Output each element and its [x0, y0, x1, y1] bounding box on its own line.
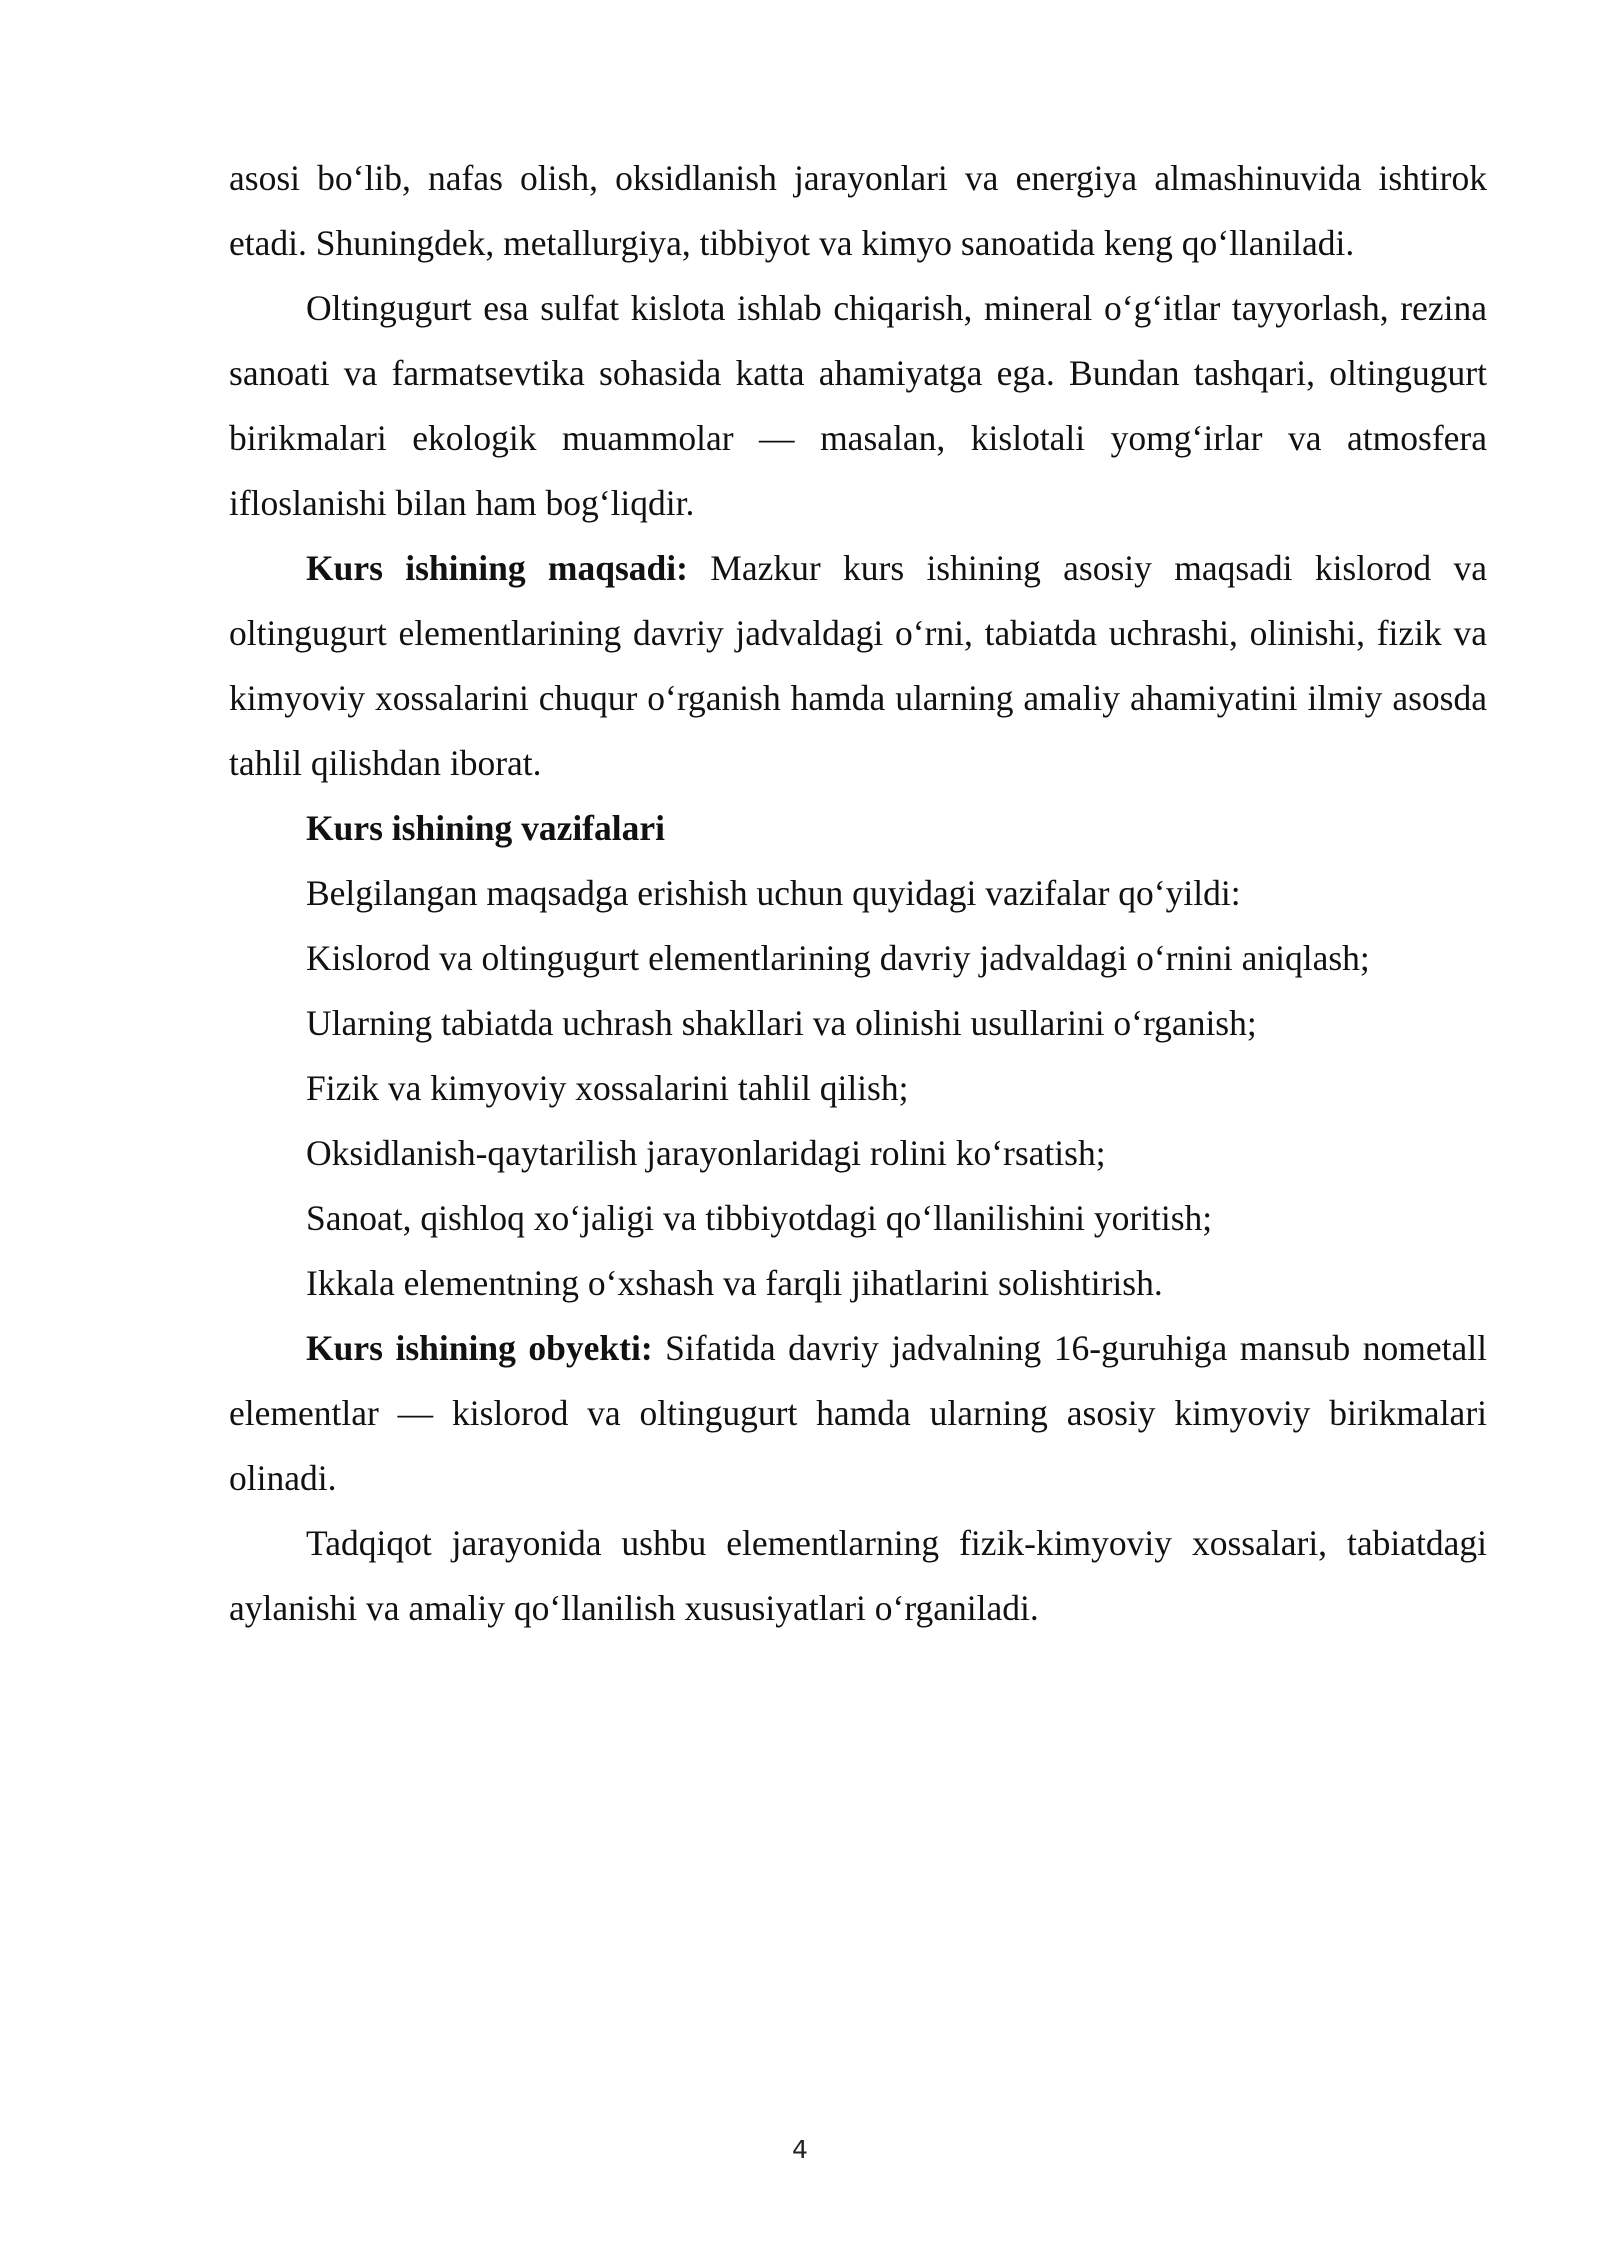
- task-item: Ikkala elementning o‘xshash va farqli jihatlarini solishtirish.: [306, 1263, 1163, 1303]
- object-text: Sifatida davriy jadvalning 16-guruhiga mansub nometall elementlar — kislorod va oltingugurt hamda ularning asosiy kimyoviy birikmalari olinadi.: [229, 1328, 1487, 1498]
- task-item: Fizik va kimyoviy xossalarini tahlil qilish;: [306, 1068, 909, 1108]
- task-item: Kislorod va oltingugurt elementlarining davriy jadvaldagi o‘rnini aniqlash;: [306, 938, 1370, 978]
- tasks-heading: [229, 796, 1487, 861]
- paragraph-object: [229, 1316, 1487, 1511]
- page-number: 4: [792, 2135, 808, 2164]
- task-item: Oksidlanish-qaytarilish jarayonlaridagi rolini ko‘rsatish;: [306, 1133, 1106, 1173]
- tasks-intro: Belgilangan maqsadga erishish uchun quyidagi vazifalar qo‘yildi:: [306, 873, 1241, 913]
- goal-text: Mazkur kurs ishining asosiy maqsadi kislorod va oltingugurt elementlarining davriy jadvaldagi o‘rni, tabiatda uchrashi, olinishi, fizik va kimyoviy xossalarini chuqur o‘rganish hamda ularning amaliy ahamiyatini ilmiy asosda tahlil qilishdan iborat.: [229, 548, 1487, 783]
- tasks-heading-text: Kurs ishining vazifalari: [306, 808, 665, 848]
- goal-label: Kurs ishining maqsadi:: [306, 548, 688, 588]
- page-body: [229, 146, 1487, 1641]
- paragraph-research: Tadqiqot jarayonida ushbu elementlarning fizik-kimyoviy xossalari, tabiatdagi aylanishi va amaliy qo‘llanilish xususiyatlari o‘rganiladi.: [229, 1523, 1487, 1628]
- paragraph-continuation: asosi bo‘lib, nafas olish, oksidlanish jarayonlari va energiya almashinuvida ishtirok etadi. Shuningdek, metallurgiya, tibbiyot va kimyo sanoatida keng qo‘llaniladi.: [229, 158, 1487, 263]
- task-item: Ularning tabiatda uchrash shakllari va olinishi usullarini o‘rganish;: [306, 1003, 1257, 1043]
- paragraph-sulfur: Oltingugurt esa sulfat kislota ishlab chiqarish, mineral o‘g‘itlar tayyorlash, rezina sanoati va farmatsevtika sohasida katta ahamiyatga ega. Bundan tashqari, oltingugurt birikmalari ekologik muammolar — masalan, kislotali yomg‘irlar va atmosfera ifloslanishi bilan ham bog‘liqdir.: [229, 288, 1487, 523]
- paragraph-goal: [229, 536, 1487, 796]
- object-label: Kurs ishining obyekti:: [306, 1328, 653, 1368]
- task-item: Sanoat, qishloq xo‘jaligi va tibbiyotdagi qo‘llanilishini yoritish;: [306, 1198, 1213, 1238]
